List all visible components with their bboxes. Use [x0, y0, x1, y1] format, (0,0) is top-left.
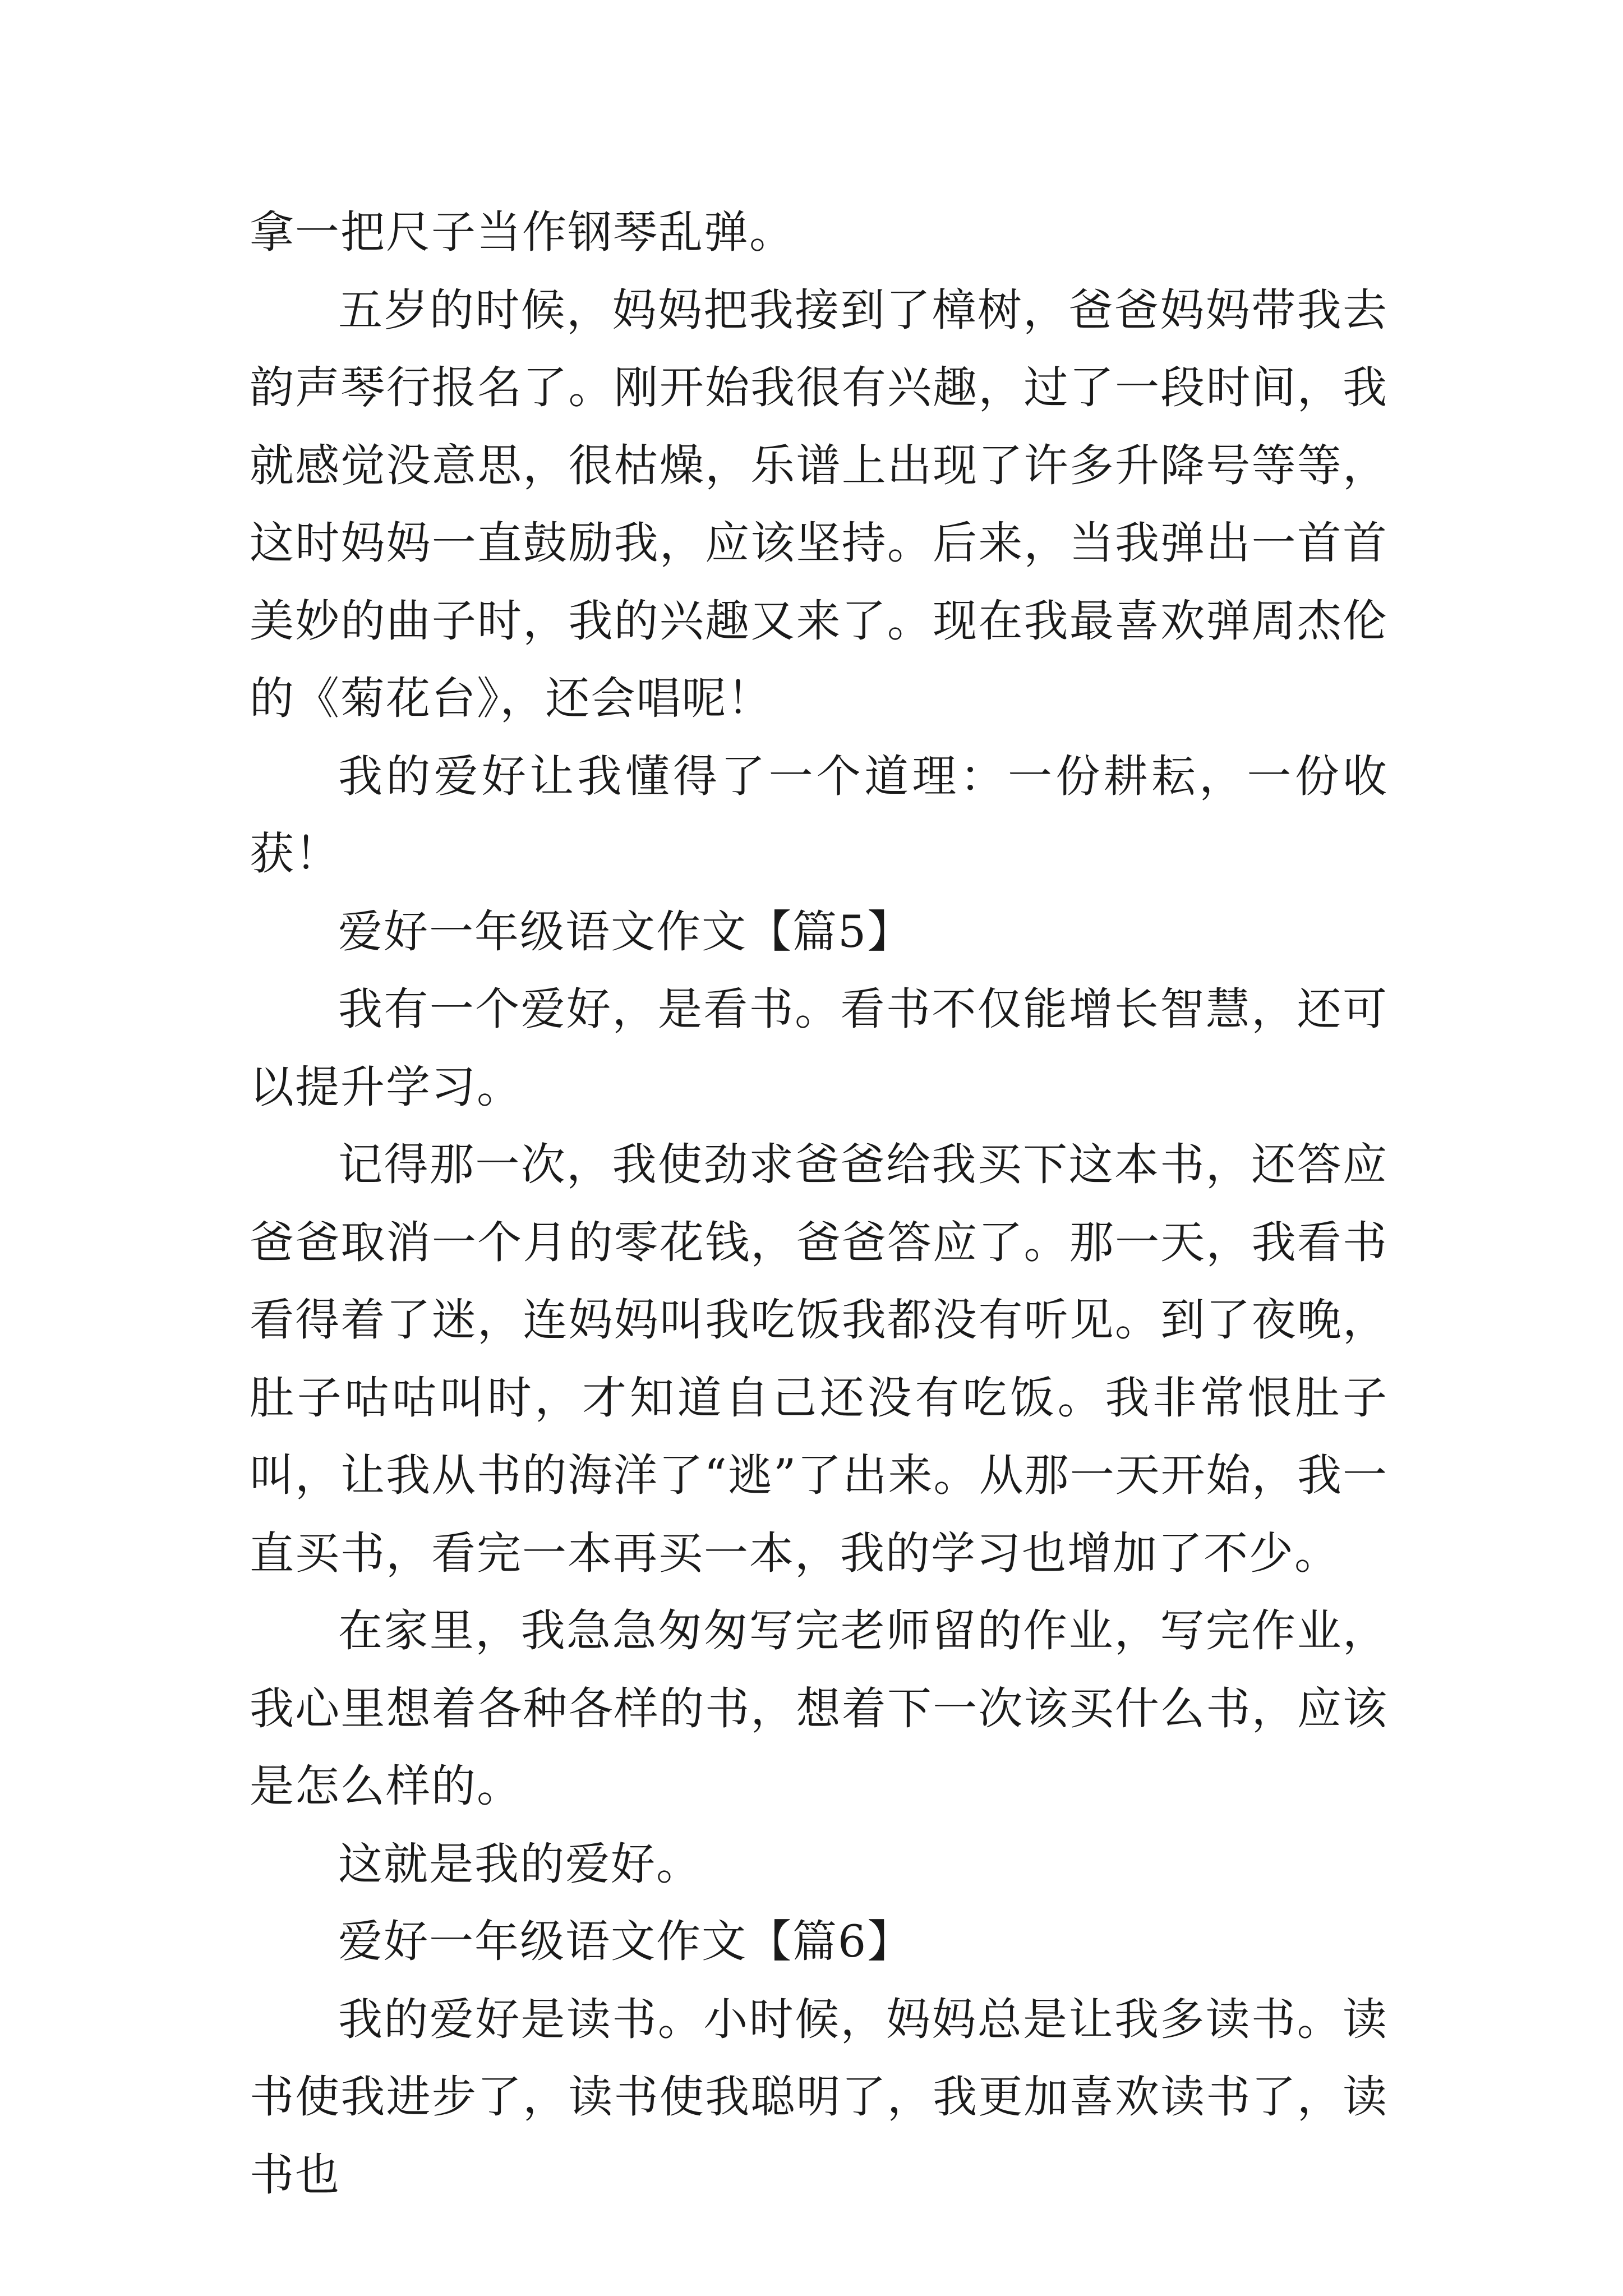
paragraph: 在家里，我急急匆匆写完老师留的作业，写完作业，我心里想着各种各样的书，想着下一次该买什么书，应该是怎么样的。 [250, 1605, 1388, 1812]
section-heading: 爱好一年级语文作文【篇5】 [338, 905, 913, 958]
paragraph: 拿一把尺子当作钢琴乱弹。 [250, 206, 795, 258]
paragraph: 这就是我的爱好。 [338, 1838, 702, 1890]
paragraph: 我有一个爱好，是看书。看书不仅能增长智慧，还可以提升学习。 [250, 983, 1388, 1113]
document-body [250, 194, 1388, 2214]
paragraph: 五岁的时候，妈妈把我接到了樟树，爸爸妈妈带我去韵声琴行报名了。刚开始我很有兴趣，过了一段时间，我就感觉没意思，很枯燥，乐谱上出现了许多升降号等等，这时妈妈一直鼓励我，应该坚持。后来，当我弹出一首首美妙的曲子时，我的兴趣又来了。现在我最喜欢弹周杰伦的《菊花台》，还会唱呢！ [250, 284, 1388, 724]
paragraph: 我的爱好让我懂得了一个道理：一份耕耘，一份收获！ [250, 750, 1388, 880]
section-heading: 爱好一年级语文作文【篇6】 [338, 1916, 913, 1967]
paragraph: 记得那一次，我使劲求爸爸给我买下这本书，还答应爸爸取消一个月的零花钱，爸爸答应了。那一天，我看书看得着了迷，连妈妈叫我吃饭我都没有听见。到了夜晚，肚子咕咕叫时，才知道自己还没有吃饭。我非常恨肚子叫，让我从书的海洋了“逃”了出来。从那一天开始，我一直买书，看完一本再买一本，我的学习也增加了不少。 [250, 1139, 1388, 1579]
paragraph: 我的爱好是读书。小时候，妈妈总是让我多读书。读书使我进步了，读书使我聪明了，我更加喜欢读书了，读书也 [250, 1993, 1388, 2201]
